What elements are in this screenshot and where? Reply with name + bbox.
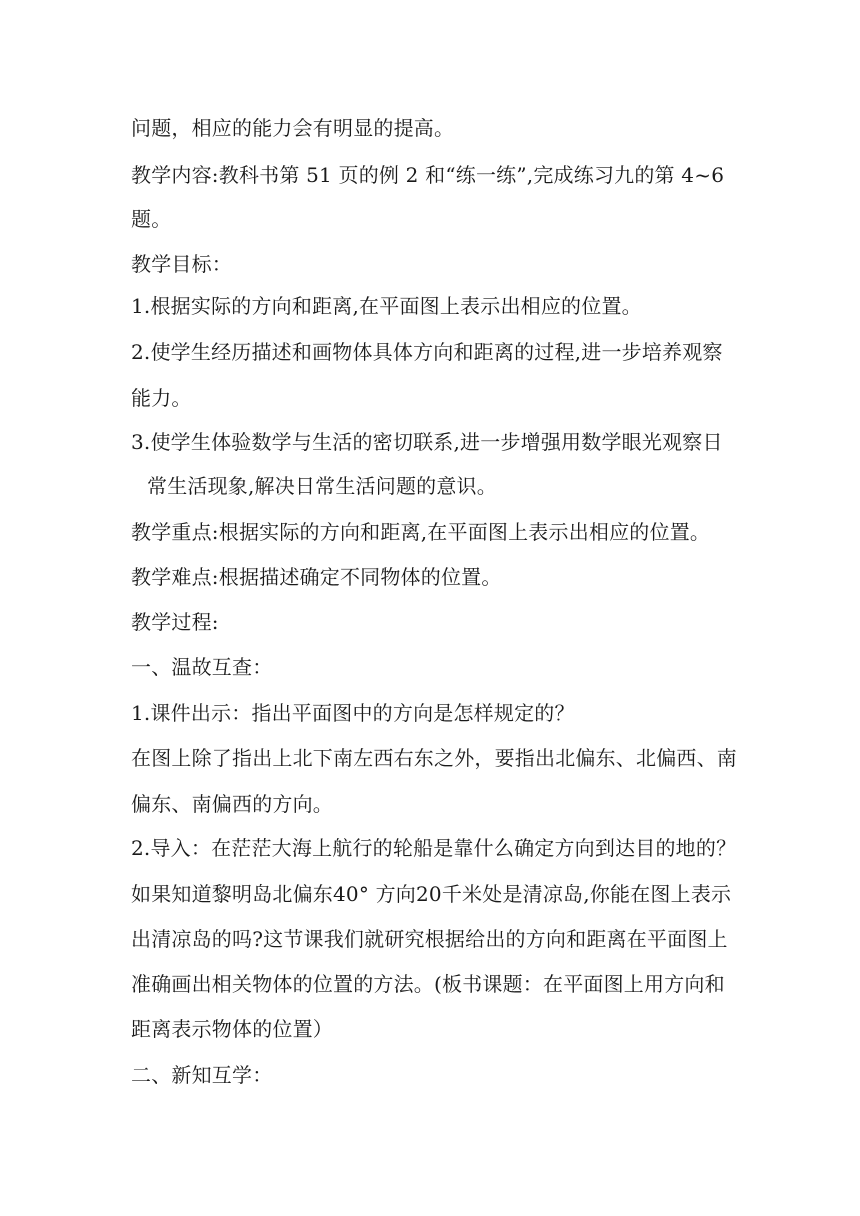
text-line: 在图上除了指出上北下南左西右东之外，要指出北偏东、北偏西、南 — [131, 746, 737, 770]
section-heading: 一、温故互查： — [131, 655, 273, 679]
text-line: 常生活现象,解决日常生活问题的意识。 — [147, 474, 497, 498]
text-line: 1.根据实际的方向和距离,在平面图上表示出相应的位置。 — [131, 294, 642, 318]
section-heading: 教学过程: — [131, 610, 219, 634]
text-line: 如果知道黎明岛北偏东40° 方向20千米处是清凉岛,你能在图上表示 — [131, 882, 732, 906]
text-line: 教学内容:教科书第 51 页的例 2 和“练一练”,完成练习九的第 4~6 — [131, 163, 725, 187]
text-line: 距离表示物体的位置） — [131, 1017, 333, 1041]
text-line: 偏东、南偏西的方向。 — [131, 792, 333, 816]
section-heading: 二、新知互学： — [131, 1063, 273, 1087]
text-line: 3.使学生体验数学与生活的密切联系,进一步增强用数学眼光观察日 — [131, 430, 723, 454]
text-line: 出清凉岛的吗?这节课我们就研究根据给出的方向和距离在平面图上 — [131, 927, 728, 951]
section-heading: 教学目标： — [131, 252, 232, 276]
text-line: 教学重点:根据实际的方向和距离,在平面图上表示出相应的位置。 — [131, 520, 711, 544]
text-line: 准确画出相关物体的位置的方法。(板书课题：在平面图上用方向和 — [131, 972, 725, 996]
text-line: 2.导入：在茫茫大海上航行的轮船是靠什么确定方向到达目的地的？ — [131, 836, 737, 860]
text-line: 教学难点:根据描述确定不同物体的位置。 — [131, 565, 502, 589]
text-line: 能力。 — [131, 386, 192, 410]
text-line: 1.课件出示：指出平面图中的方向是怎样规定的？ — [131, 701, 575, 725]
text-line: 题。 — [131, 207, 172, 231]
text-line: 问题，相应的能力会有明显的提高。 — [131, 116, 455, 140]
text-line: 2.使学生经历描述和画物体具体方向和距离的过程,进一步培养观察 — [131, 340, 723, 364]
